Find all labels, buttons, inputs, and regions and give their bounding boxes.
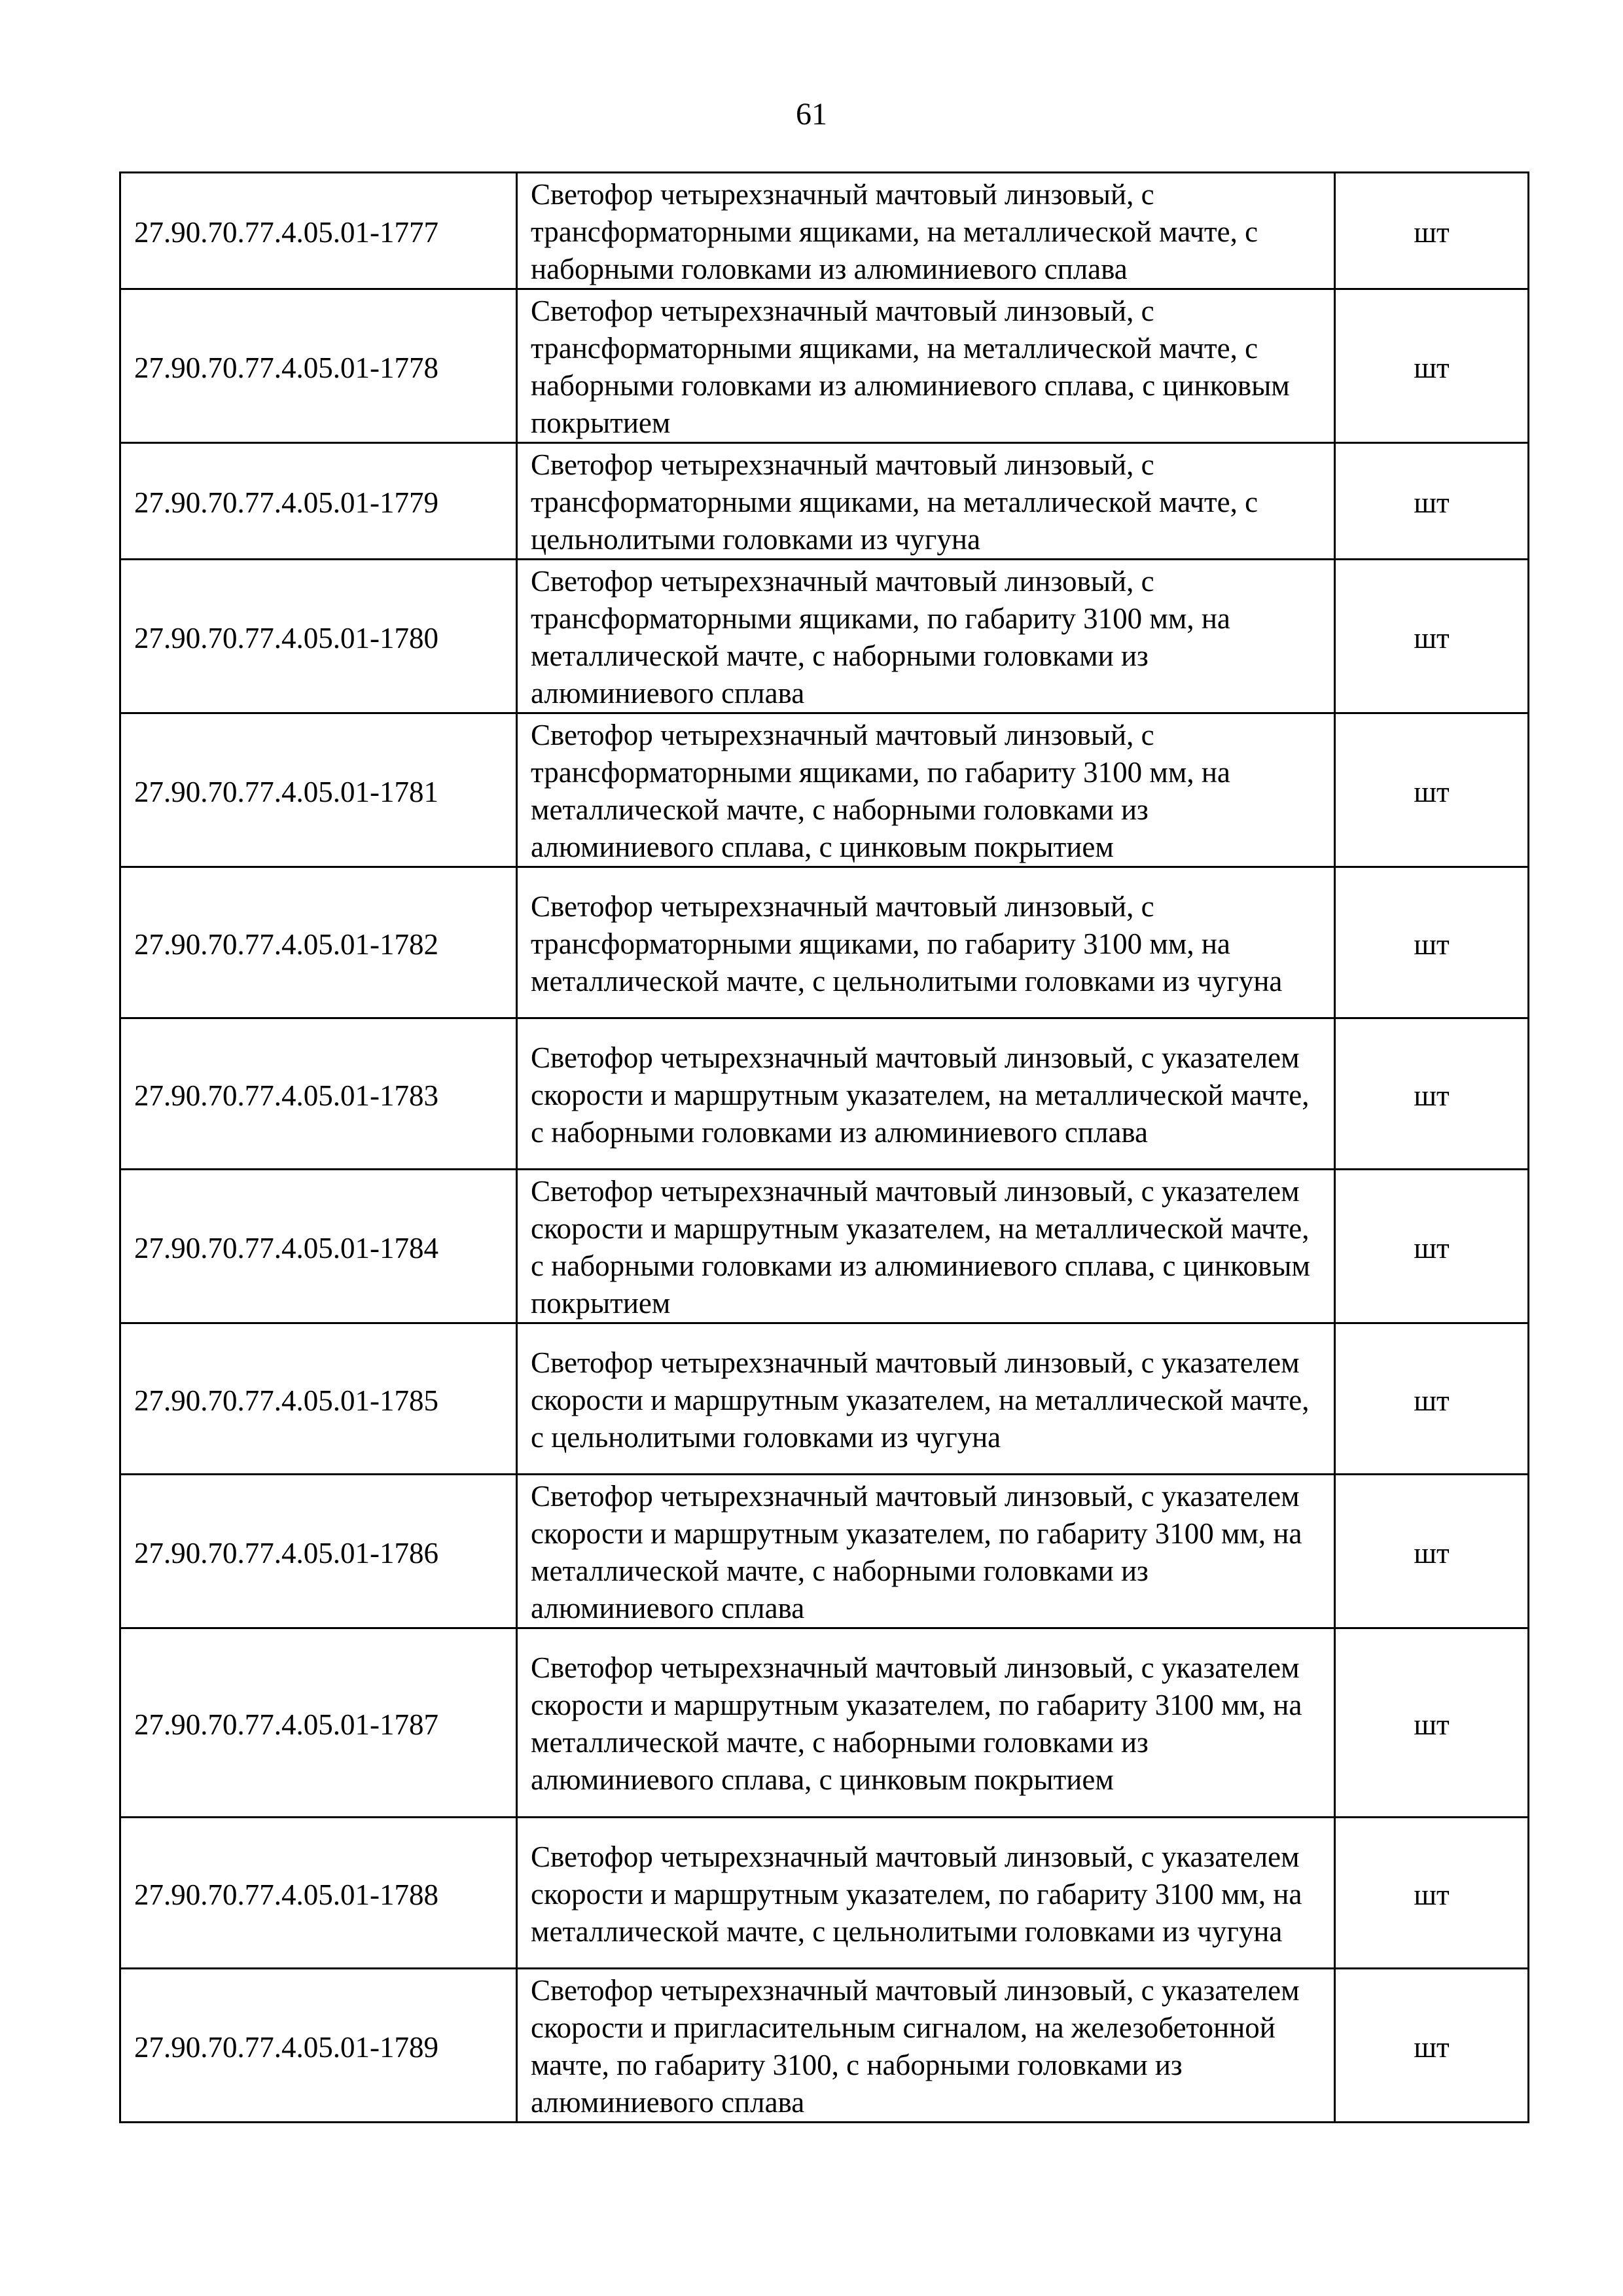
table-row [120,1323,1529,1475]
item-code: 27.90.70.77.4.05.01-1777 [120,173,517,289]
item-name: Светофор четырехзначный мачтовый линзовый, с указателем скорости и пригласительным сигналом, на железобетонной мачте, по габариту 3100, с наборными головками из алюминиевого сплава [517,1969,1335,2123]
item-code: 27.90.70.77.4.05.01-1786 [120,1475,517,1628]
item-name: Светофор четырехзначный мачтовый линзовый, с указателем скорости и маршрутным указателем, на металлической мачте, с цельнолитыми головками из чугуна [517,1323,1335,1475]
item-unit: шт [1335,173,1529,289]
item-name: Светофор четырехзначный мачтовый линзовый, с трансформаторными ящиками, на металлической мачте, с цельнолитыми головками из чугуна [517,443,1335,560]
item-unit: шт [1335,1170,1529,1323]
item-name: Светофор четырехзначный мачтовый линзовый, с трансформаторными ящиками, по габариту 3100 мм, на металлической мачте, с наборными головками из алюминиевого сплава, с цинковым покрытием [517,713,1335,867]
item-code: 27.90.70.77.4.05.01-1788 [120,1818,517,1969]
item-name: Светофор четырехзначный мачтовый линзовый, с указателем скорости и маршрутным указателем, на металлической мачте, с наборными головками из алюминиевого сплава, с цинковым покрытием [517,1170,1335,1323]
item-unit: шт [1335,1323,1529,1475]
item-code: 27.90.70.77.4.05.01-1780 [120,560,517,713]
page-number: 61 [796,97,827,132]
item-unit: шт [1335,1969,1529,2123]
table-row [120,1475,1529,1628]
item-unit: шт [1335,1628,1529,1818]
table-row [120,867,1529,1018]
item-unit: шт [1335,1475,1529,1628]
item-code: 27.90.70.77.4.05.01-1779 [120,443,517,560]
item-unit: шт [1335,289,1529,443]
item-code: 27.90.70.77.4.05.01-1784 [120,1170,517,1323]
item-unit: шт [1335,1018,1529,1170]
table-row [120,173,1529,289]
item-code: 27.90.70.77.4.05.01-1785 [120,1323,517,1475]
item-name: Светофор четырехзначный мачтовый линзовый, с трансформаторными ящиками, по габариту 3100 мм, на металлической мачте, с цельнолитыми головками из чугуна [517,867,1335,1018]
item-name: Светофор четырехзначный мачтовый линзовый, с указателем скорости и маршрутным указателем, по габариту 3100 мм, на металлической мачте, с наборными головками из алюминиевого сплава [517,1475,1335,1628]
table-row [120,1969,1529,2123]
table-row [120,560,1529,713]
item-unit: шт [1335,1818,1529,1969]
table-row [120,1170,1529,1323]
table-row [120,713,1529,867]
catalog-table [119,171,1529,2123]
item-unit: шт [1335,713,1529,867]
item-code: 27.90.70.77.4.05.01-1789 [120,1969,517,2123]
item-code: 27.90.70.77.4.05.01-1782 [120,867,517,1018]
item-name: Светофор четырехзначный мачтовый линзовый, с трансформаторными ящиками, на металлической мачте, с наборными головками из алюминиевого сплава, с цинковым покрытием [517,289,1335,443]
table-row [120,1818,1529,1969]
table-row [120,289,1529,443]
item-name: Светофор четырехзначный мачтовый линзовый, с указателем скорости и маршрутным указателем, по габариту 3100 мм, на металлической мачте, с наборными головками из алюминиевого сплава, с цинковым покрытием [517,1628,1335,1818]
table-row [120,1018,1529,1170]
item-code: 27.90.70.77.4.05.01-1781 [120,713,517,867]
item-code: 27.90.70.77.4.05.01-1778 [120,289,517,443]
item-code: 27.90.70.77.4.05.01-1787 [120,1628,517,1818]
table-row [120,443,1529,560]
item-name: Светофор четырехзначный мачтовый линзовый, с трансформаторными ящиками, по габариту 3100 мм, на металлической мачте, с наборными головками из алюминиевого сплава [517,560,1335,713]
item-code: 27.90.70.77.4.05.01-1783 [120,1018,517,1170]
item-unit: шт [1335,443,1529,560]
table-row [120,1628,1529,1818]
item-unit: шт [1335,560,1529,713]
item-name: Светофор четырехзначный мачтовый линзовый, с указателем скорости и маршрутным указателем, на металлической мачте, с наборными головками из алюминиевого сплава [517,1018,1335,1170]
item-name: Светофор четырехзначный мачтовый линзовый, с трансформаторными ящиками, на металлической мачте, с наборными головками из алюминиевого сплава [517,173,1335,289]
item-unit: шт [1335,867,1529,1018]
item-name: Светофор четырехзначный мачтовый линзовый, с указателем скорости и маршрутным указателем, по габариту 3100 мм, на металлической мачте, с цельнолитыми головками из чугуна [517,1818,1335,1969]
